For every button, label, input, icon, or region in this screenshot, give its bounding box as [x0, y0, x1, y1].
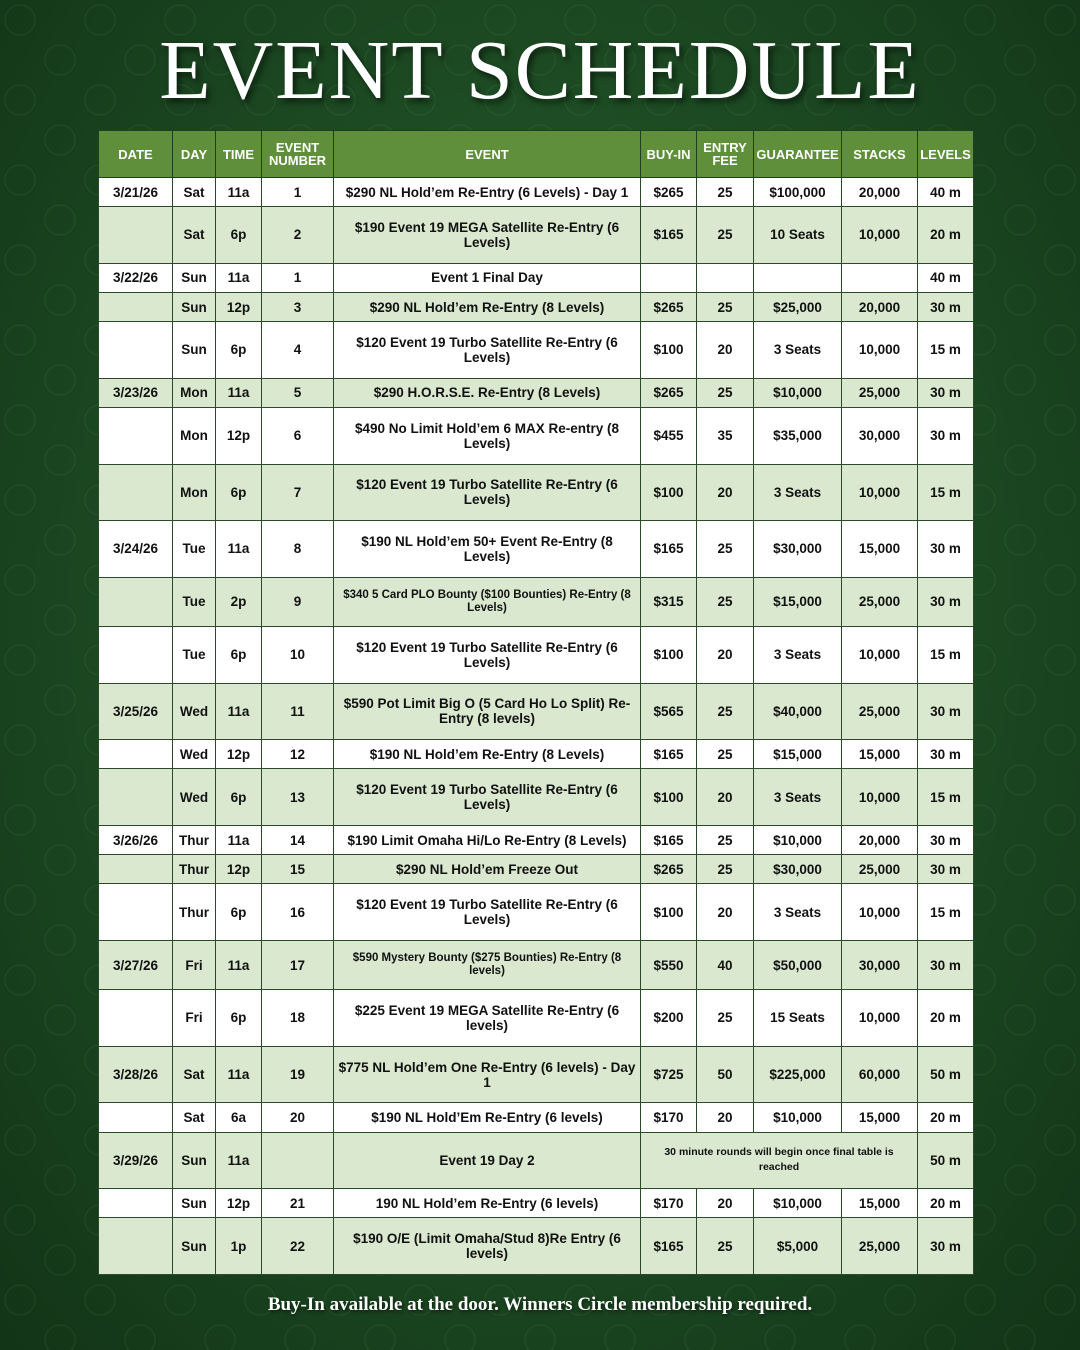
guarantee-cell: $15,000	[754, 740, 842, 769]
date-cell: 3/25/26	[99, 683, 173, 740]
entry-fee-cell: 25	[697, 378, 754, 407]
buy-in-cell: $170	[641, 1103, 697, 1132]
time-cell: 12p	[216, 1189, 262, 1218]
event-number-cell: 14	[262, 825, 334, 854]
stacks-cell	[842, 263, 918, 292]
event-name-cell: $190 NL Hold’Em Re-Entry (6 levels)	[334, 1103, 641, 1132]
levels-cell: 20 m	[918, 207, 974, 264]
time-cell: 6p	[216, 990, 262, 1047]
event-number-cell: 4	[262, 322, 334, 379]
guarantee-cell: 3 Seats	[754, 626, 842, 683]
table-row	[99, 769, 974, 826]
day-cell: Thur	[173, 884, 216, 941]
time-cell: 11a	[216, 263, 262, 292]
date-cell	[99, 769, 173, 826]
buy-in-cell: $315	[641, 577, 697, 626]
stacks-cell: 25,000	[842, 683, 918, 740]
buy-in-cell: $550	[641, 940, 697, 989]
table-row	[99, 577, 974, 626]
day-cell: Tue	[173, 521, 216, 578]
stacks-cell: 15,000	[842, 1103, 918, 1132]
time-cell: 6p	[216, 769, 262, 826]
entry-fee-cell: 20	[697, 1103, 754, 1132]
event-number-cell: 11	[262, 683, 334, 740]
time-cell: 1p	[216, 1218, 262, 1275]
event-name-cell: $120 Event 19 Turbo Satellite Re-Entry (6 Levels)	[334, 626, 641, 683]
levels-cell: 30 m	[918, 378, 974, 407]
date-cell: 3/22/26	[99, 263, 173, 292]
col-header-event-number: EVENT NUMBER	[262, 131, 334, 178]
date-cell	[99, 207, 173, 264]
guarantee-cell: $30,000	[754, 521, 842, 578]
event-number-cell: 21	[262, 1189, 334, 1218]
entry-fee-cell: 25	[697, 178, 754, 207]
event-name-cell: $190 Limit Omaha Hi/Lo Re-Entry (8 Levels)	[334, 825, 641, 854]
table-row	[99, 322, 974, 379]
event-name-cell: $120 Event 19 Turbo Satellite Re-Entry (6 Levels)	[334, 322, 641, 379]
stacks-cell: 15,000	[842, 740, 918, 769]
table-row	[99, 884, 974, 941]
stacks-cell: 30,000	[842, 940, 918, 989]
stacks-cell: 10,000	[842, 884, 918, 941]
day-cell: Wed	[173, 740, 216, 769]
buy-in-cell: $265	[641, 855, 697, 884]
entry-fee-cell: 25	[697, 207, 754, 264]
time-cell: 11a	[216, 1132, 262, 1189]
event-number-cell: 15	[262, 855, 334, 884]
event-number-cell: 18	[262, 990, 334, 1047]
day-cell: Sat	[173, 1103, 216, 1132]
event-number-cell: 8	[262, 521, 334, 578]
levels-cell: 30 m	[918, 825, 974, 854]
day-cell: Mon	[173, 407, 216, 464]
day-cell: Sun	[173, 263, 216, 292]
event-number-cell: 3	[262, 292, 334, 321]
event-name-cell: $290 NL Hold’em Re-Entry (8 Levels)	[334, 292, 641, 321]
table-row	[99, 464, 974, 521]
time-cell: 11a	[216, 683, 262, 740]
stacks-cell: 25,000	[842, 378, 918, 407]
stacks-cell: 10,000	[842, 322, 918, 379]
entry-fee-cell: 20	[697, 464, 754, 521]
event-number-cell: 10	[262, 626, 334, 683]
stacks-cell: 30,000	[842, 407, 918, 464]
day-cell: Fri	[173, 990, 216, 1047]
guarantee-cell: 3 Seats	[754, 322, 842, 379]
time-cell: 11a	[216, 825, 262, 854]
guarantee-cell: 3 Seats	[754, 464, 842, 521]
col-header-stacks: STACKS	[842, 131, 918, 178]
guarantee-cell	[754, 263, 842, 292]
entry-fee-cell: 20	[697, 626, 754, 683]
entry-fee-cell: 25	[697, 855, 754, 884]
levels-cell: 30 m	[918, 577, 974, 626]
buy-in-cell: $265	[641, 378, 697, 407]
buy-in-cell: $165	[641, 740, 697, 769]
day-cell: Sat	[173, 178, 216, 207]
guarantee-cell: 10 Seats	[754, 207, 842, 264]
page-title: EVENT SCHEDULE	[159, 24, 921, 117]
stacks-cell: 10,000	[842, 990, 918, 1047]
levels-cell: 30 m	[918, 521, 974, 578]
guarantee-cell: $10,000	[754, 1189, 842, 1218]
levels-cell: 15 m	[918, 884, 974, 941]
date-cell	[99, 407, 173, 464]
buy-in-cell: $455	[641, 407, 697, 464]
day-cell: Sun	[173, 1218, 216, 1275]
levels-cell: 15 m	[918, 626, 974, 683]
date-cell	[99, 884, 173, 941]
time-cell: 6p	[216, 464, 262, 521]
event-number-cell: 20	[262, 1103, 334, 1132]
day-cell: Sun	[173, 292, 216, 321]
date-cell	[99, 855, 173, 884]
levels-cell: 15 m	[918, 464, 974, 521]
levels-cell: 15 m	[918, 769, 974, 826]
stacks-cell: 10,000	[842, 626, 918, 683]
date-cell	[99, 464, 173, 521]
table-row	[99, 1218, 974, 1275]
levels-cell: 50 m	[918, 1132, 974, 1189]
stacks-cell: 25,000	[842, 855, 918, 884]
date-cell	[99, 740, 173, 769]
date-cell: 3/24/26	[99, 521, 173, 578]
entry-fee-cell: 50	[697, 1046, 754, 1103]
time-cell: 12p	[216, 740, 262, 769]
levels-cell: 30 m	[918, 740, 974, 769]
table-row	[99, 740, 974, 769]
stacks-cell: 20,000	[842, 292, 918, 321]
table-row	[99, 292, 974, 321]
entry-fee-cell: 40	[697, 940, 754, 989]
event-name-cell: $120 Event 19 Turbo Satellite Re-Entry (6 Levels)	[334, 464, 641, 521]
time-cell: 2p	[216, 577, 262, 626]
levels-cell: 15 m	[918, 322, 974, 379]
event-name-cell: $590 Pot Limit Big O (5 Card Ho Lo Split) Re-Entry (8 levels)	[334, 683, 641, 740]
levels-cell: 30 m	[918, 855, 974, 884]
guarantee-cell: $5,000	[754, 1218, 842, 1275]
time-cell: 11a	[216, 178, 262, 207]
date-cell	[99, 322, 173, 379]
entry-fee-cell: 25	[697, 683, 754, 740]
date-cell	[99, 1218, 173, 1275]
time-cell: 12p	[216, 407, 262, 464]
event-number-cell: 7	[262, 464, 334, 521]
time-cell: 11a	[216, 378, 262, 407]
guarantee-cell: $40,000	[754, 683, 842, 740]
entry-fee-cell	[697, 263, 754, 292]
levels-cell: 30 m	[918, 683, 974, 740]
table-row	[99, 407, 974, 464]
event-number-cell: 5	[262, 378, 334, 407]
buy-in-cell: $165	[641, 825, 697, 854]
levels-cell: 30 m	[918, 292, 974, 321]
buy-in-cell	[641, 263, 697, 292]
entry-fee-cell: 20	[697, 884, 754, 941]
day-cell: Sat	[173, 207, 216, 264]
event-name-cell: $225 Event 19 MEGA Satellite Re-Entry (6 levels)	[334, 990, 641, 1047]
event-number-cell: 17	[262, 940, 334, 989]
levels-cell: 30 m	[918, 940, 974, 989]
day-cell: Tue	[173, 626, 216, 683]
col-header-guarantee: GUARANTEE	[754, 131, 842, 178]
guarantee-cell: 3 Seats	[754, 769, 842, 826]
buy-in-cell: $565	[641, 683, 697, 740]
event-number-cell: 13	[262, 769, 334, 826]
date-cell: 3/26/26	[99, 825, 173, 854]
day-cell: Mon	[173, 464, 216, 521]
levels-cell: 30 m	[918, 407, 974, 464]
levels-cell: 30 m	[918, 1218, 974, 1275]
guarantee-cell: $35,000	[754, 407, 842, 464]
entry-fee-cell: 25	[697, 990, 754, 1047]
entry-fee-cell: 25	[697, 1218, 754, 1275]
day-cell: Tue	[173, 577, 216, 626]
day-cell: Sun	[173, 322, 216, 379]
day-cell: Mon	[173, 378, 216, 407]
event-number-cell: 9	[262, 577, 334, 626]
date-cell: 3/21/26	[99, 178, 173, 207]
event-number-cell: 16	[262, 884, 334, 941]
event-name-cell: $775 NL Hold’em One Re-Entry (6 levels) - Day 1	[334, 1046, 641, 1103]
guarantee-cell: $225,000	[754, 1046, 842, 1103]
table-row	[99, 940, 974, 989]
day-cell: Fri	[173, 940, 216, 989]
date-cell: 3/23/26	[99, 378, 173, 407]
table-row	[99, 1189, 974, 1218]
date-cell	[99, 292, 173, 321]
date-cell: 3/28/26	[99, 1046, 173, 1103]
event-name-cell: 190 NL Hold’em Re-Entry (6 levels)	[334, 1189, 641, 1218]
event-name-cell: $290 NL Hold’em Freeze Out	[334, 855, 641, 884]
event-name-cell: $490 No Limit Hold’em 6 MAX Re-entry (8 Levels)	[334, 407, 641, 464]
col-header-levels: LEVELS	[918, 131, 974, 178]
event-number-cell: 1	[262, 263, 334, 292]
event-number-cell: 1	[262, 178, 334, 207]
stacks-cell: 10,000	[842, 464, 918, 521]
table-row	[99, 207, 974, 264]
buy-in-cell: $265	[641, 178, 697, 207]
entry-fee-cell: 25	[697, 740, 754, 769]
day-cell: Sun	[173, 1189, 216, 1218]
time-cell: 12p	[216, 855, 262, 884]
guarantee-cell: $30,000	[754, 855, 842, 884]
day-cell: Thur	[173, 825, 216, 854]
buy-in-cell: $100	[641, 322, 697, 379]
event-number-cell: 22	[262, 1218, 334, 1275]
table-row	[99, 825, 974, 854]
entry-fee-cell: 25	[697, 577, 754, 626]
guarantee-cell: 3 Seats	[754, 884, 842, 941]
footer-note: Buy-In available at the door. Winners Circle membership required.	[267, 1294, 813, 1315]
table-row	[99, 378, 974, 407]
time-cell: 12p	[216, 292, 262, 321]
event-name-cell: $190 NL Hold’em Re-Entry (8 Levels)	[334, 740, 641, 769]
date-cell	[99, 1103, 173, 1132]
event-name-cell: $190 Event 19 MEGA Satellite Re-Entry (6 Levels)	[334, 207, 641, 264]
table-row	[99, 178, 974, 207]
day-cell: Thur	[173, 855, 216, 884]
levels-cell: 20 m	[918, 990, 974, 1047]
col-header-event: EVENT	[334, 131, 641, 178]
date-cell	[99, 990, 173, 1047]
col-header-time: TIME	[216, 131, 262, 178]
date-cell: 3/27/26	[99, 940, 173, 989]
buy-in-cell: $100	[641, 464, 697, 521]
buy-in-cell: $165	[641, 1218, 697, 1275]
guarantee-cell: $100,000	[754, 178, 842, 207]
entry-fee-cell: 35	[697, 407, 754, 464]
event-name-cell: $340 5 Card PLO Bounty ($100 Bounties) Re-Entry (8 Levels)	[334, 577, 641, 626]
event-number-cell: 2	[262, 207, 334, 264]
stacks-cell: 15,000	[842, 521, 918, 578]
day-cell: Wed	[173, 769, 216, 826]
time-cell: 11a	[216, 521, 262, 578]
event-name-cell: $290 H.O.R.S.E. Re-Entry (8 Levels)	[334, 378, 641, 407]
guarantee-cell: $50,000	[754, 940, 842, 989]
buy-in-cell: $200	[641, 990, 697, 1047]
table-row	[99, 626, 974, 683]
day-cell: Sat	[173, 1046, 216, 1103]
event-name-cell: $290 NL Hold’em Re-Entry (6 Levels) - Day 1	[334, 178, 641, 207]
time-cell: 11a	[216, 940, 262, 989]
event-name-cell: Event 1 Final Day	[334, 263, 641, 292]
entry-fee-cell: 25	[697, 292, 754, 321]
event-number-cell: 6	[262, 407, 334, 464]
buy-in-cell: $165	[641, 521, 697, 578]
table-row	[99, 521, 974, 578]
schedule-table	[98, 130, 974, 1275]
stacks-cell: 25,000	[842, 577, 918, 626]
guarantee-cell: 15 Seats	[754, 990, 842, 1047]
time-cell: 6p	[216, 322, 262, 379]
date-cell: 3/29/26	[99, 1132, 173, 1189]
buy-in-cell: $100	[641, 626, 697, 683]
event-name-cell: $120 Event 19 Turbo Satellite Re-Entry (6 Levels)	[334, 769, 641, 826]
levels-cell: 20 m	[918, 1103, 974, 1132]
table-row	[99, 1132, 974, 1189]
buy-in-cell: $100	[641, 884, 697, 941]
date-cell	[99, 577, 173, 626]
event-name-cell: $190 O/E (Limit Omaha/Stud 8)Re Entry (6 levels)	[334, 1218, 641, 1275]
stacks-cell: 15,000	[842, 1189, 918, 1218]
entry-fee-cell: 20	[697, 1189, 754, 1218]
stacks-cell: 10,000	[842, 769, 918, 826]
buy-in-cell: $725	[641, 1046, 697, 1103]
header-row	[99, 131, 974, 178]
stacks-cell: 10,000	[842, 207, 918, 264]
time-cell: 6a	[216, 1103, 262, 1132]
col-header-day: DAY	[173, 131, 216, 178]
stacks-cell: 20,000	[842, 825, 918, 854]
event-name-cell: Event 19 Day 2	[334, 1132, 641, 1189]
event-name-cell: $190 NL Hold’em 50+ Event Re-Entry (8 Levels)	[334, 521, 641, 578]
date-cell	[99, 1189, 173, 1218]
buy-in-cell: $100	[641, 769, 697, 826]
date-cell	[99, 626, 173, 683]
stacks-cell: 20,000	[842, 178, 918, 207]
schedule-note-cell: 30 minute rounds will begin once final table is reached	[641, 1132, 918, 1189]
guarantee-cell: $10,000	[754, 825, 842, 854]
buy-in-cell: $165	[641, 207, 697, 264]
table-row	[99, 263, 974, 292]
col-header-entry-fee: ENTRY FEE	[697, 131, 754, 178]
day-cell: Wed	[173, 683, 216, 740]
event-name-cell: $120 Event 19 Turbo Satellite Re-Entry (6 Levels)	[334, 884, 641, 941]
table-row	[99, 855, 974, 884]
schedule-body	[99, 178, 974, 1275]
table-row	[99, 1046, 974, 1103]
time-cell: 11a	[216, 1046, 262, 1103]
time-cell: 6p	[216, 626, 262, 683]
entry-fee-cell: 25	[697, 521, 754, 578]
levels-cell: 40 m	[918, 178, 974, 207]
time-cell: 6p	[216, 207, 262, 264]
stacks-cell: 25,000	[842, 1218, 918, 1275]
stacks-cell: 60,000	[842, 1046, 918, 1103]
levels-cell: 50 m	[918, 1046, 974, 1103]
entry-fee-cell: 25	[697, 825, 754, 854]
event-name-cell: $590 Mystery Bounty ($275 Bounties) Re-Entry (8 levels)	[334, 940, 641, 989]
levels-cell: 20 m	[918, 1189, 974, 1218]
table-row	[99, 1103, 974, 1132]
guarantee-cell: $10,000	[754, 378, 842, 407]
time-cell: 6p	[216, 884, 262, 941]
buy-in-cell: $170	[641, 1189, 697, 1218]
day-cell: Sun	[173, 1132, 216, 1189]
guarantee-cell: $10,000	[754, 1103, 842, 1132]
guarantee-cell: $15,000	[754, 577, 842, 626]
col-header-buy-in: BUY-IN	[641, 131, 697, 178]
table-row	[99, 683, 974, 740]
event-number-cell	[262, 1132, 334, 1189]
entry-fee-cell: 20	[697, 322, 754, 379]
buy-in-cell: $265	[641, 292, 697, 321]
levels-cell: 40 m	[918, 263, 974, 292]
event-number-cell: 12	[262, 740, 334, 769]
guarantee-cell: $25,000	[754, 292, 842, 321]
entry-fee-cell: 20	[697, 769, 754, 826]
col-header-date: DATE	[99, 131, 173, 178]
event-number-cell: 19	[262, 1046, 334, 1103]
table-row	[99, 990, 974, 1047]
